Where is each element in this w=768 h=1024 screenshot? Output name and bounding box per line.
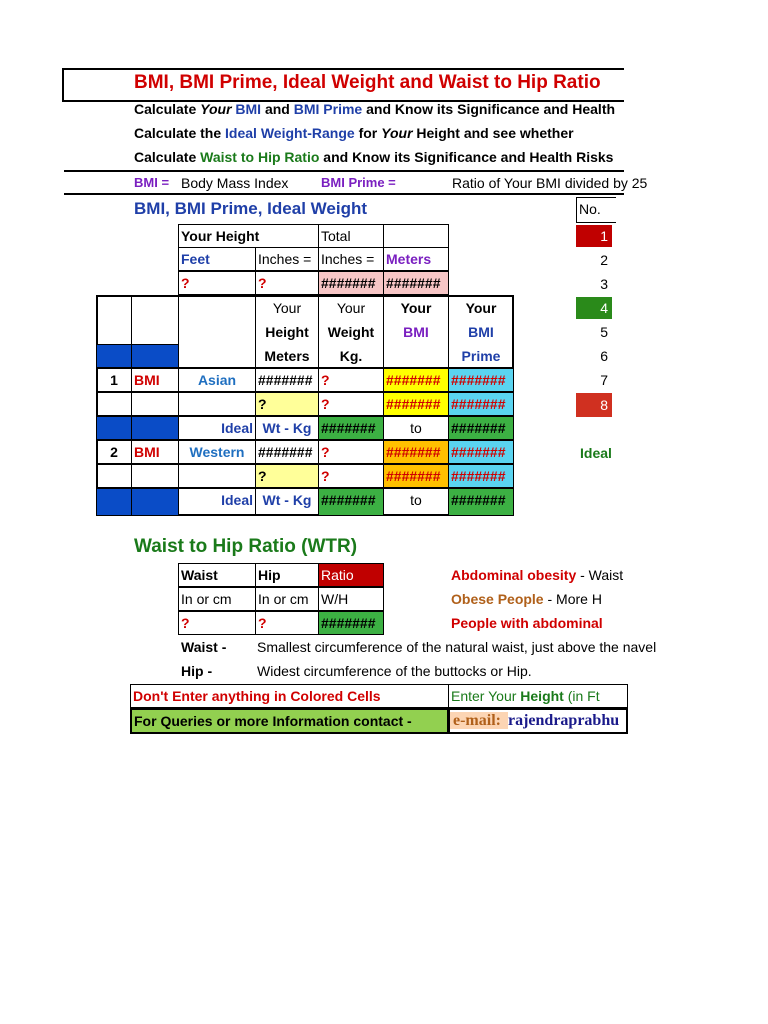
row2-bmi: [131, 392, 179, 416]
bmi-def-label: BMI =: [134, 175, 170, 190]
line2-b: Ideal Weight-Range: [225, 125, 355, 141]
row2-prime-value: #######: [448, 392, 514, 416]
line3-a: Calculate: [134, 149, 201, 165]
wtr-waist-input[interactable]: ?: [178, 611, 256, 635]
wtr-ratio-unit: W/H: [318, 587, 384, 611]
row1-type: Asian: [178, 368, 256, 392]
side-item-2: 2: [600, 252, 608, 268]
row4-type: Western: [178, 440, 256, 464]
row5-height-input[interactable]: ?: [255, 464, 319, 488]
row2-type: [178, 392, 256, 416]
hdr-height: [255, 295, 319, 368]
hdr-weight-1: Your: [336, 300, 366, 316]
line-3: [134, 149, 613, 165]
row5-prime-value: #######: [448, 464, 514, 488]
section-title-bmi: BMI, BMI Prime, Ideal Weight: [134, 199, 367, 218]
wtr-note-2-a: Obese People: [451, 591, 544, 607]
row6-lo: #######: [318, 488, 384, 516]
cell-feet: Feet: [178, 247, 256, 271]
hdr-blank-3: [178, 295, 256, 368]
wtr-hip-label: Hip: [255, 563, 319, 587]
enter-a: Enter Your: [451, 688, 521, 704]
line1-e: BMI Prime: [293, 101, 363, 117]
side-item-1: 1: [576, 225, 612, 247]
wtr-waist-label: Waist: [178, 563, 256, 587]
side-item-5: 5: [600, 324, 608, 340]
hip-def-label: Hip -: [181, 663, 213, 679]
defs-rule-top: [64, 170, 624, 172]
row4-bmi: BMI: [131, 440, 179, 464]
enter-c: (in Ft: [563, 688, 600, 704]
hdr-weight-2: Weight: [327, 324, 375, 340]
hdr-prime-1: Your: [465, 300, 497, 316]
row2-bmi-value: #######: [383, 392, 449, 416]
row3-fill-1: [96, 416, 132, 440]
row4-prime-value: #######: [448, 440, 514, 464]
row5-weight-input[interactable]: ?: [318, 464, 384, 488]
hdr-fill-1: [96, 344, 132, 368]
input-inches[interactable]: ?: [255, 271, 319, 295]
wtr-waist-unit: In or cm: [178, 587, 256, 611]
row6-wt: Wt - Kg: [255, 488, 319, 516]
row4-bmi-value: #######: [383, 440, 449, 464]
row4-height: #######: [255, 440, 319, 464]
row6-hi: #######: [448, 488, 514, 516]
wtr-ratio-value: #######: [318, 611, 384, 635]
line2-a: Calculate the: [134, 125, 226, 141]
row3-fill-2: [131, 416, 179, 440]
waist-def-label: Waist -: [181, 639, 227, 655]
line-2: [134, 125, 574, 141]
wtr-title: Waist to Hip Ratio (WTR): [134, 536, 358, 557]
line-1: [134, 101, 615, 117]
side-item-8: 8: [576, 393, 612, 417]
wtr-note-2: [451, 591, 602, 607]
row1-bmi-value: #######: [383, 368, 449, 392]
row3-to: to: [383, 416, 449, 440]
hdr-prime-3: Prime: [461, 348, 501, 364]
value-total-inches: #######: [318, 271, 384, 295]
side-item-6: 6: [600, 348, 608, 364]
enter-b: Height: [520, 688, 564, 704]
wtr-note-1-b: - Waist: [576, 567, 624, 583]
wtr-hip-unit: In or cm: [255, 587, 319, 611]
hdr-prime-2: BMI: [468, 324, 494, 340]
line1-c: BMI: [231, 101, 262, 117]
line1-d: and: [261, 101, 294, 117]
bmi-def-text: Body Mass Index: [181, 175, 289, 191]
email-address[interactable]: rajendraprabhu: [507, 712, 620, 729]
row1-weight-input[interactable]: ?: [318, 368, 384, 392]
row5-bmi: [131, 464, 179, 488]
hdr-bmi-1: Your: [400, 300, 432, 316]
row3-wt: Wt - Kg: [255, 416, 319, 440]
cell-meters: Meters: [383, 247, 449, 271]
row4-num: 2: [96, 440, 132, 464]
prime-def-label: BMI Prime =: [321, 175, 396, 190]
wtr-note-1: [451, 567, 623, 583]
defs-rule-bottom: [64, 193, 624, 195]
wtr-ratio-label: Ratio: [318, 563, 384, 587]
side-item-3: 3: [600, 276, 608, 292]
hdr-bmi: [383, 295, 449, 368]
row6-ideal: Ideal: [178, 488, 256, 516]
enter-height-note: [448, 684, 628, 708]
row1-num: 1: [96, 368, 132, 392]
waist-def-text: Smallest circumference of the natural waist, just above the navel: [257, 639, 657, 655]
hdr-prime: [448, 295, 514, 368]
side-header: No.: [576, 197, 616, 223]
row2-num: [96, 392, 132, 416]
cell-total: Total: [318, 224, 384, 248]
line3-b: Waist to Hip Ratio: [200, 149, 320, 165]
line2-c: for: [354, 125, 382, 141]
row1-height: #######: [255, 368, 319, 392]
row5-num: [96, 464, 132, 488]
line3-c: and Know its Significance and Health Risks: [319, 149, 614, 165]
cell-blank: [383, 224, 449, 248]
row3-hi: #######: [448, 416, 514, 440]
row3-ideal: Ideal: [178, 416, 256, 440]
hdr-height-2: Height: [265, 324, 309, 340]
row2-weight-input[interactable]: ?: [318, 392, 384, 416]
row1-prime-value: #######: [448, 368, 514, 392]
row5-type: [178, 464, 256, 488]
wtr-note-2-b: - More H: [543, 591, 602, 607]
hdr-height-1: Your: [272, 300, 302, 316]
page-title: BMI, BMI Prime, Ideal Weight and Waist to Hip Ratio: [134, 72, 601, 93]
prime-def-text: Ratio of Your BMI divided by 25: [452, 175, 648, 191]
wtr-note-3: People with abdominal: [451, 615, 603, 631]
line2-e: Height and see whether: [412, 125, 574, 141]
hip-def-text: Widest circumference of the buttocks or Hip.: [257, 663, 532, 679]
row5-bmi-value: #######: [383, 464, 449, 488]
line1-f: and Know its Significance and Health: [362, 101, 616, 117]
side-item-4: 4: [576, 297, 612, 319]
hdr-height-3: Meters: [264, 348, 310, 364]
row6-fill-2: [131, 488, 179, 516]
cell-inches-1: Inches =: [255, 247, 319, 271]
row2-height-input[interactable]: ?: [255, 392, 319, 416]
row6-to: to: [383, 488, 449, 516]
side-item-7: 7: [600, 372, 608, 388]
cell-inches-2: Inches =: [318, 247, 384, 271]
wtr-hip-input[interactable]: ?: [255, 611, 319, 635]
hdr-bmi-2: BMI: [403, 324, 429, 340]
email-label: e-mail:: [450, 712, 508, 729]
email-cell[interactable]: [448, 708, 628, 734]
hdr-weight-3: Kg.: [339, 348, 363, 364]
hdr-weight: [318, 295, 384, 368]
line2-d: Your: [381, 125, 413, 141]
side-ideal: Ideal: [580, 445, 612, 461]
value-meters: #######: [383, 271, 449, 295]
row4-weight-input[interactable]: ?: [318, 440, 384, 464]
line1-a: Calculate: [134, 101, 201, 117]
wtr-note-1-a: Abdominal obesity: [451, 567, 577, 583]
row1-bmi: BMI: [131, 368, 179, 392]
queries-note: For Queries or more Information contact -: [130, 708, 449, 734]
row3-lo: #######: [318, 416, 384, 440]
cell-your-height: Your Height: [178, 224, 319, 248]
input-feet[interactable]: ?: [178, 271, 256, 295]
line1-b: Your: [200, 101, 232, 117]
row6-fill-1: [96, 488, 132, 516]
hdr-fill-2: [131, 344, 179, 368]
dont-enter-note: Don't Enter anything in Colored Cells: [130, 684, 449, 708]
